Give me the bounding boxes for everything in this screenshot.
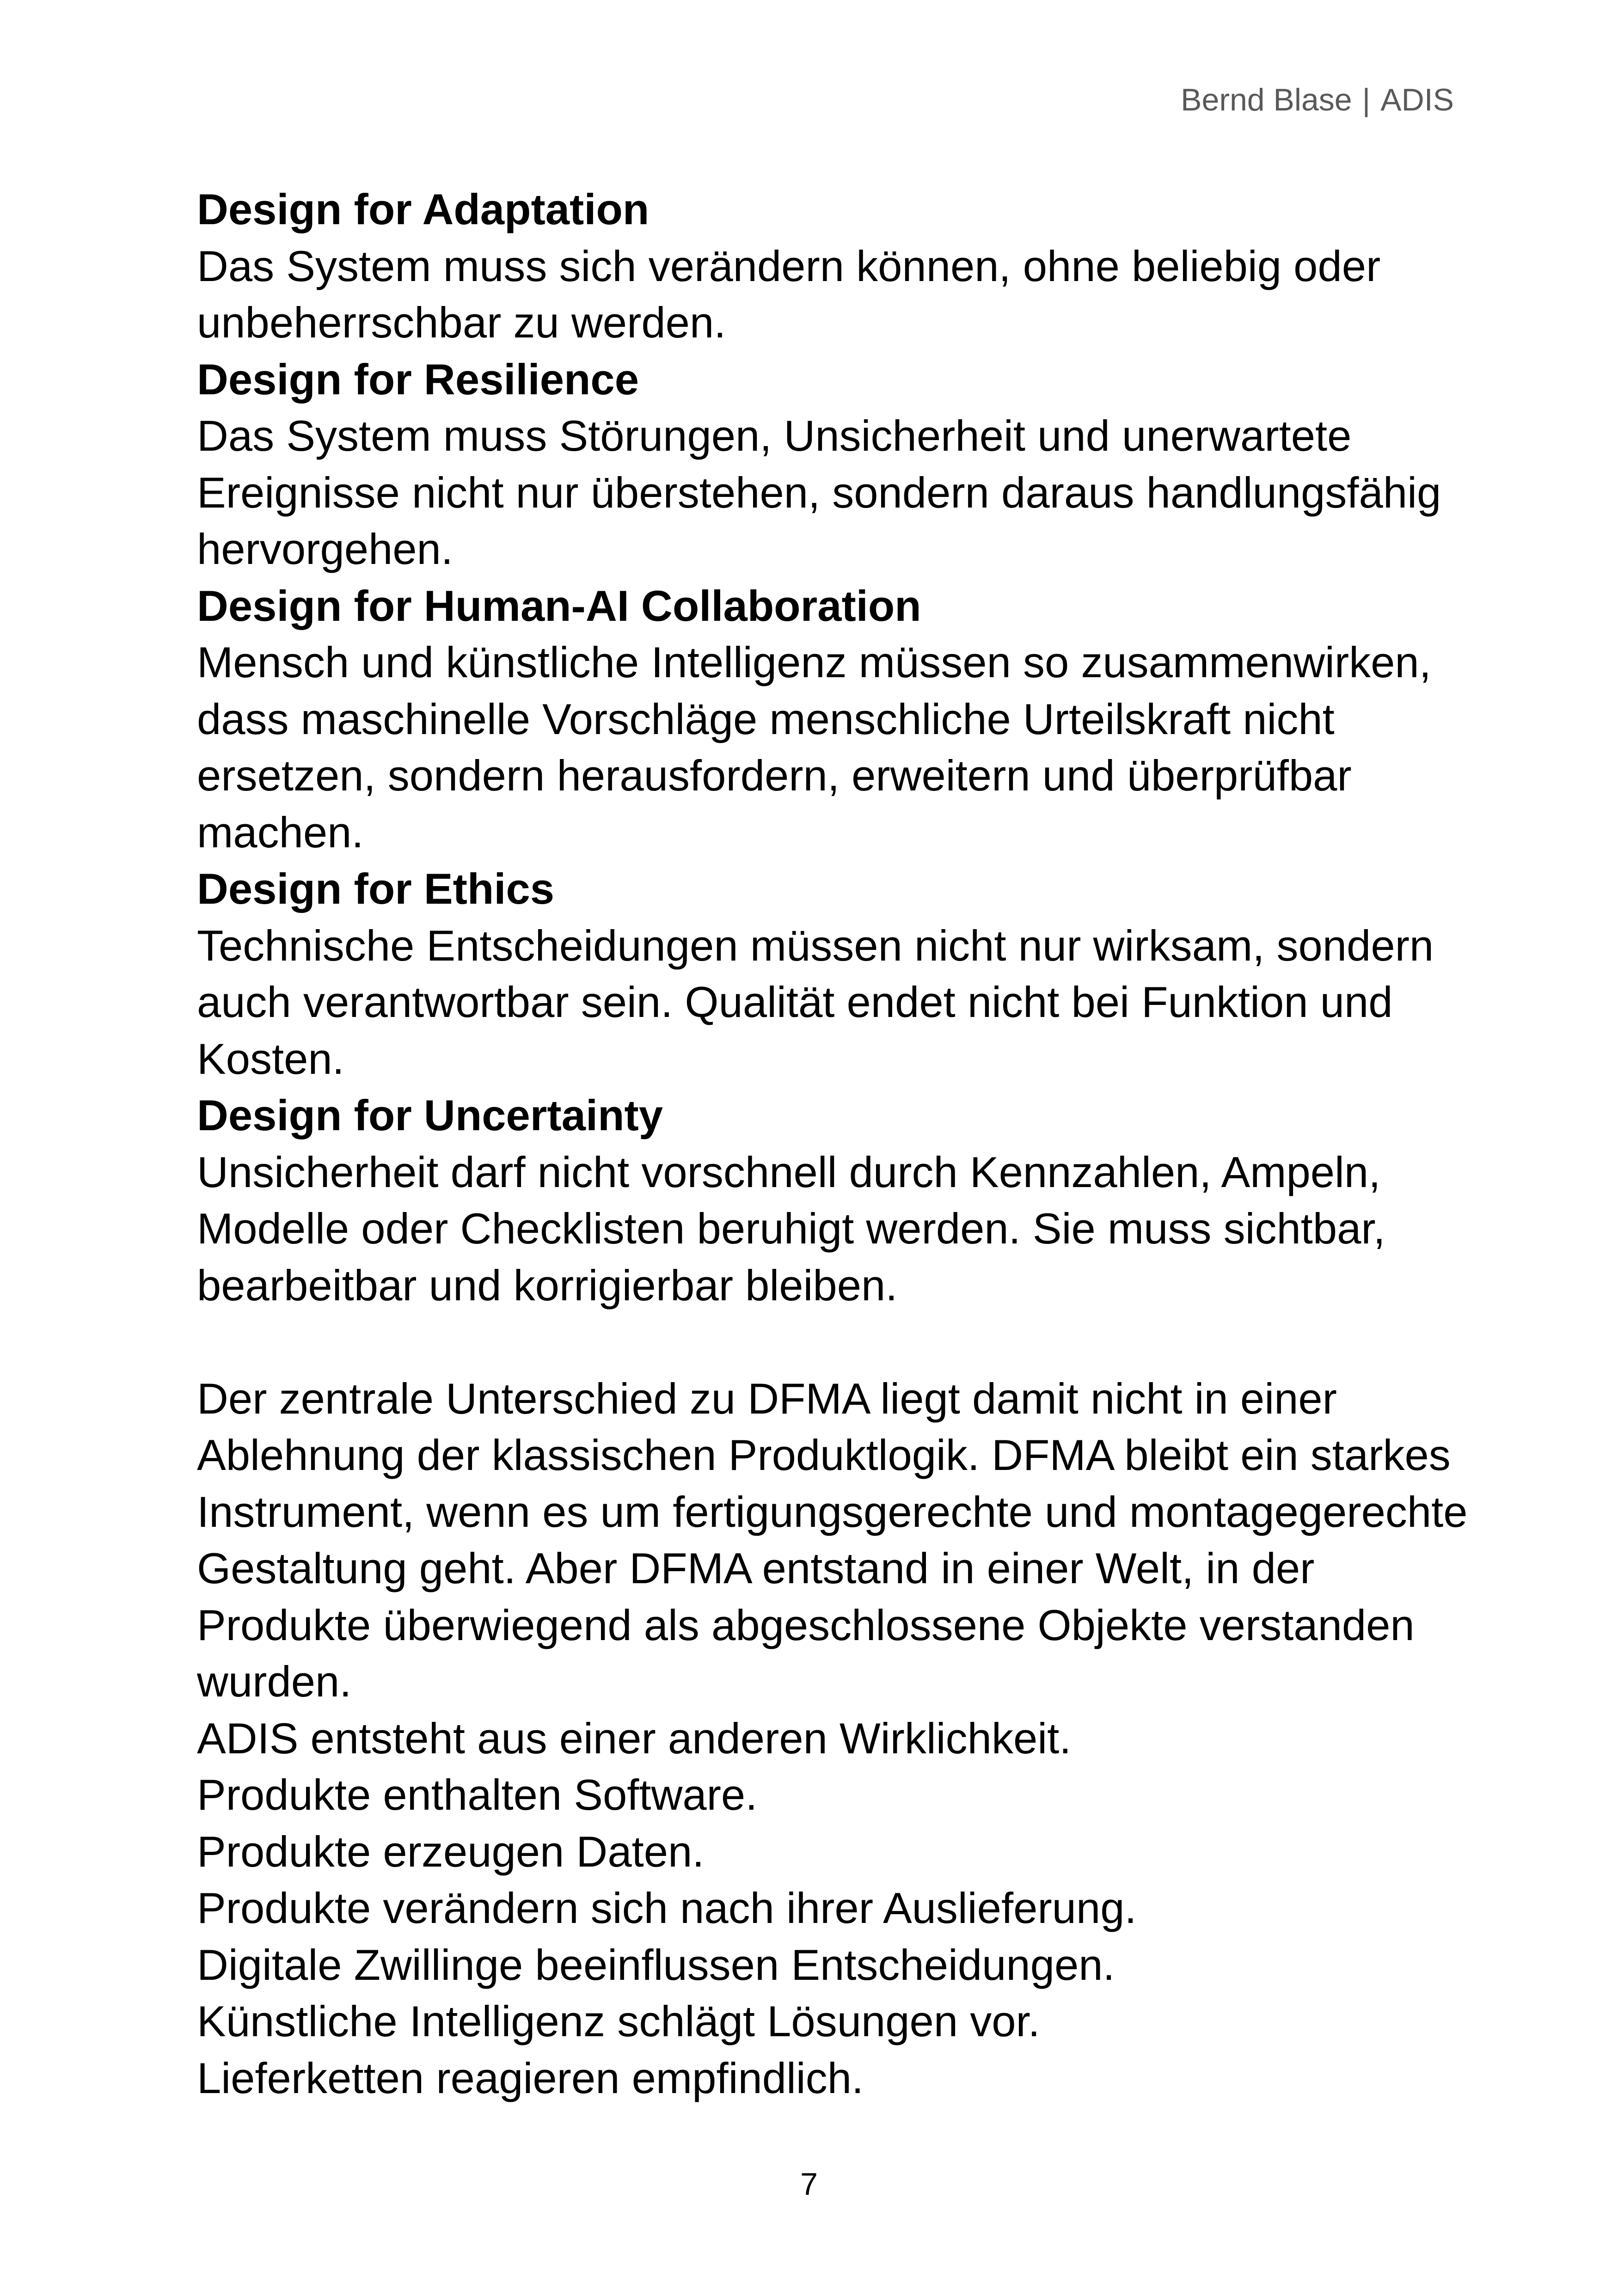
body-line: Mensch und künstliche Intelligenz müssen so zusammenwirken,	[197, 638, 1431, 686]
header-separator: |	[1362, 82, 1371, 117]
paragraph-line: Ablehnung der klassischen Produktlogik. DFMA bleibt ein starkes	[197, 1431, 1451, 1479]
body-line: dass maschinelle Vorschläge menschliche Urteilskraft nicht	[197, 694, 1335, 743]
paragraph-line: Produkte überwiegend als abgeschlossene Objekte verstanden	[197, 1600, 1415, 1649]
statement-line: Lieferketten reagieren empfindlich.	[197, 2053, 864, 2102]
dfma-paragraph	[197, 1371, 1473, 1710]
body-line: Kosten.	[197, 1034, 344, 1083]
body-line: bearbeitbar und korrigierbar bleiben.	[197, 1261, 898, 1310]
section-heading: Design for Ethics	[197, 864, 555, 913]
statement-line: Digitale Zwillinge beeinflussen Entscheidungen.	[197, 1940, 1115, 1989]
body-line: unbeherrschbar zu werden.	[197, 298, 726, 347]
section-design-for-ethics	[197, 861, 1473, 1087]
paragraph-spacer	[197, 1314, 1473, 1371]
body-line: Ereignisse nicht nur überstehen, sondern daraus handlungsfähig	[197, 468, 1441, 517]
body-line: hervorgehen.	[197, 525, 453, 573]
section-heading: Design for Uncertainty	[197, 1091, 663, 1139]
page-number: 7	[800, 2167, 818, 2202]
body-line: Das System muss sich verändern können, ohne beliebig oder	[197, 241, 1381, 290]
section-design-for-resilience	[197, 351, 1473, 578]
statement-line: Produkte verändern sich nach ihrer Auslieferung.	[197, 1884, 1137, 1932]
section-design-for-adaptation	[197, 181, 1473, 351]
header-author: Bernd Blase	[1181, 82, 1352, 117]
body-line: machen.	[197, 808, 364, 857]
paragraph-line: wurden.	[197, 1657, 352, 1706]
body-line: Unsicherheit darf nicht vorschnell durch Kennzahlen, Ampeln,	[197, 1147, 1381, 1196]
statement-line: Produkte erzeugen Daten.	[197, 1827, 705, 1876]
body-line: Das System muss Störungen, Unsicherheit und unerwartete	[197, 411, 1352, 460]
section-heading: Design for Human-AI Collaboration	[197, 581, 921, 630]
page-body	[197, 181, 1473, 2106]
body-line: auch verantwortbar sein. Qualität endet nicht bei Funktion und	[197, 978, 1393, 1026]
statement-line: Produkte enthalten Software.	[197, 1770, 758, 1819]
statement-line: ADIS entsteht aus einer anderen Wirklichkeit.	[197, 1714, 1072, 1763]
statement-list	[197, 1710, 1473, 2107]
section-design-for-human-ai-collaboration	[197, 578, 1473, 861]
section-heading: Design for Adaptation	[197, 185, 650, 233]
section-design-for-uncertainty	[197, 1087, 1473, 1314]
body-line: Technische Entscheidungen müssen nicht nur wirksam, sondern	[197, 921, 1434, 970]
body-line: ersetzen, sondern herausfordern, erweitern und überprüfbar	[197, 751, 1352, 800]
paragraph-line: Der zentrale Unterschied zu DFMA liegt damit nicht in einer	[197, 1374, 1337, 1423]
running-header	[1181, 81, 1454, 118]
section-heading: Design for Resilience	[197, 355, 639, 404]
body-line: Modelle oder Checklisten beruhigt werden. Sie muss sichtbar,	[197, 1204, 1385, 1253]
paragraph-line: Instrument, wenn es um fertigungsgerechte und montagegerechte	[197, 1487, 1468, 1536]
paragraph-line: Gestaltung geht. Aber DFMA entstand in einer Welt, in der	[197, 1544, 1315, 1592]
header-book-title: ADIS	[1380, 82, 1454, 117]
statement-line: Künstliche Intelligenz schlägt Lösungen vor.	[197, 1997, 1040, 2045]
